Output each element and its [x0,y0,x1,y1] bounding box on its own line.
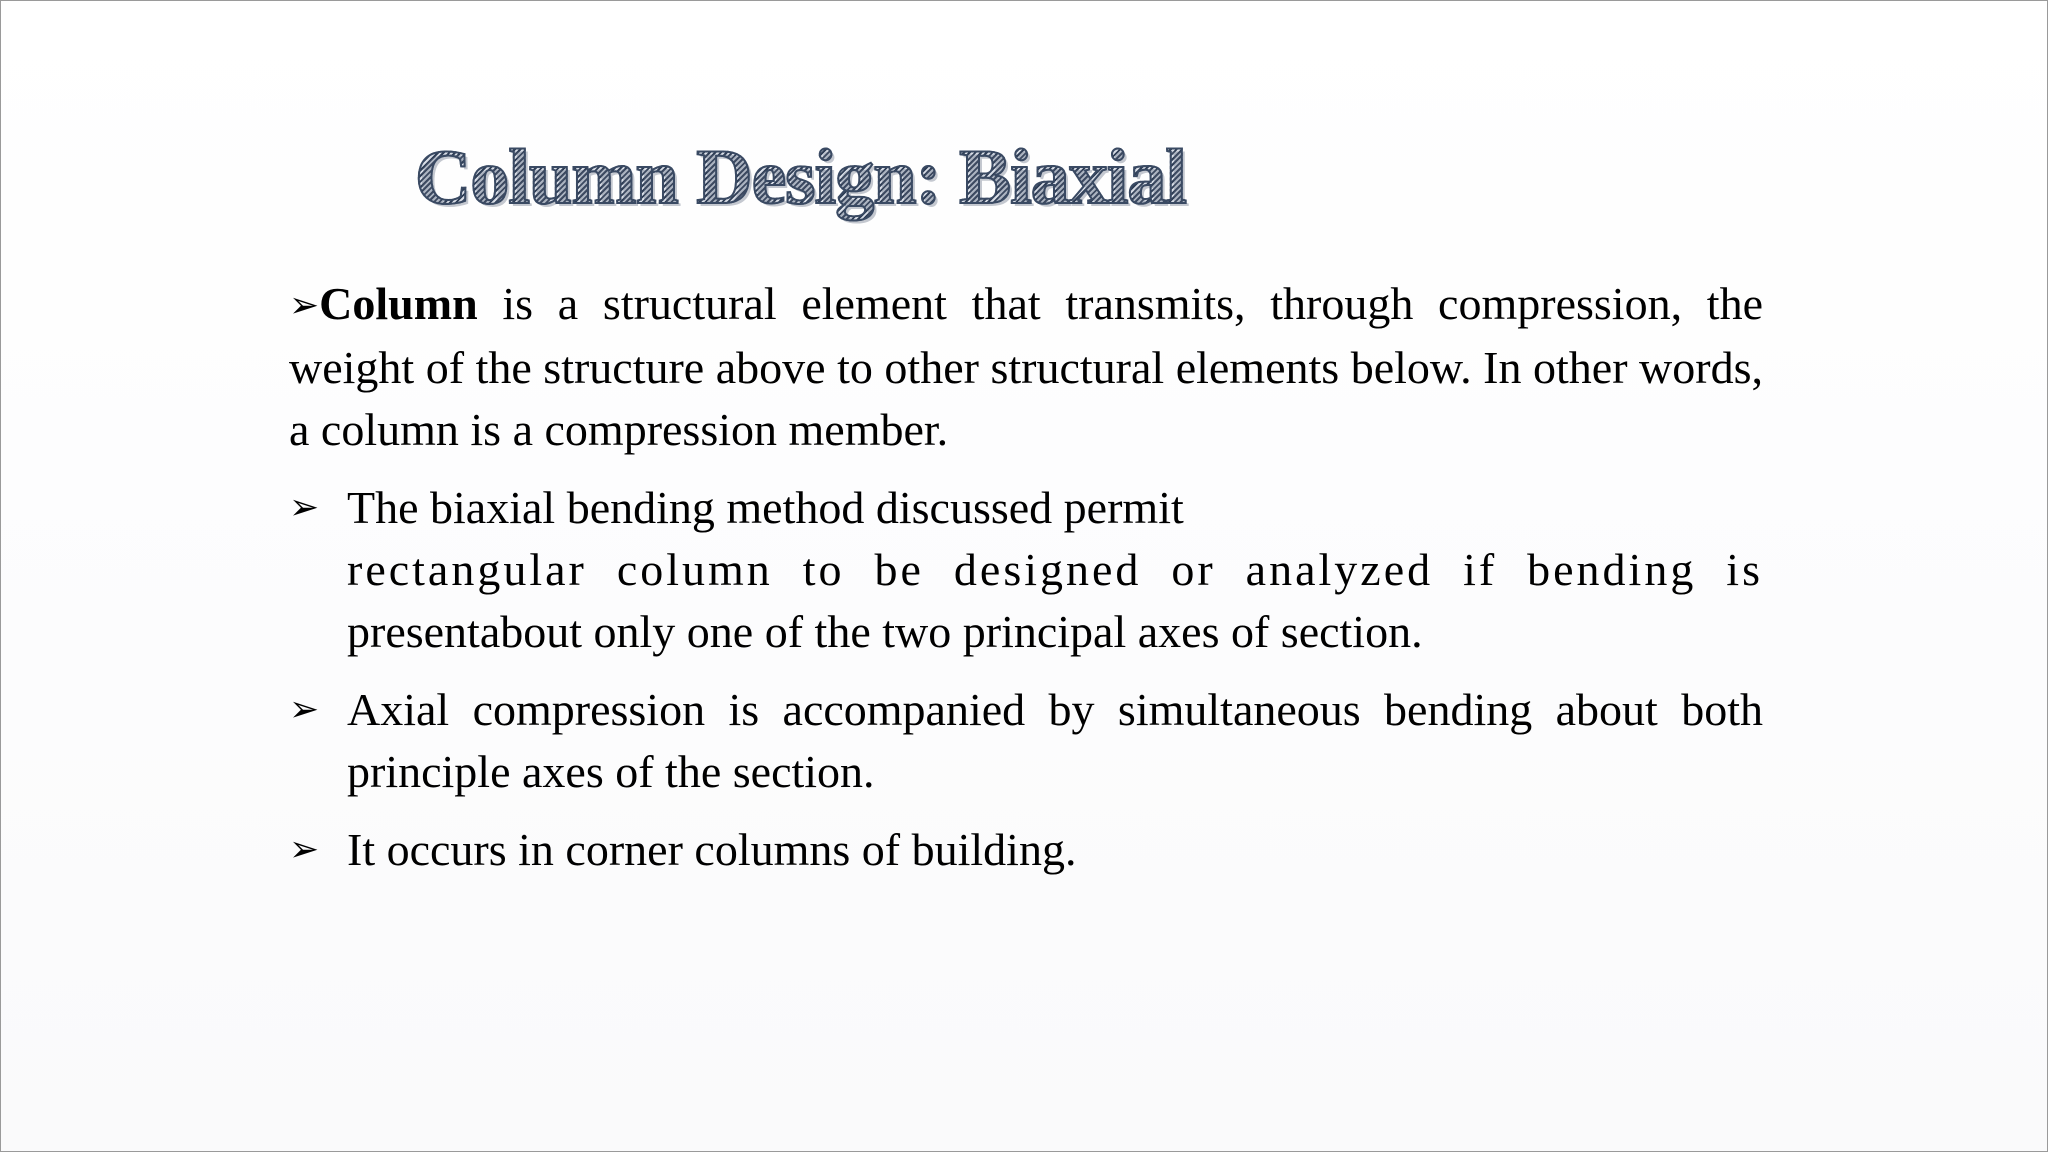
bullet-item [289,819,1763,881]
arrow-bullet-icon: ➢ [289,285,320,326]
arrow-bullet-icon: ➢ [289,487,320,528]
arrow-bullet-icon: ➢ [289,689,320,730]
bullet-item [289,477,1763,663]
slide-title: Column Design: Biaxial [415,129,1186,225]
bullet-2-text: Axial compression is accompanied by simultaneous bending about both principle axes of the section. [347,684,1763,797]
bullet-1-line-1: The biaxial bending method discussed permit [347,482,1184,533]
arrow-bullet-icon: ➢ [289,829,320,870]
bullet-3-text: It occurs in corner columns of building. [347,824,1077,875]
intro-term: Column [319,278,478,329]
intro-paragraph [289,273,1763,461]
slide-body [289,273,1763,897]
bullet-1-line-2: rectangular column to be designed or analyzed if bending is [347,544,1763,595]
bullet-item [289,679,1763,803]
intro-text: is a structural element that transmits, through compression, the weight of the structure above to other structural elements below. In other words, a column is a compression member. [289,278,1763,455]
bullet-1-line-3: presentabout only one of the two principal axes of section. [347,606,1423,657]
